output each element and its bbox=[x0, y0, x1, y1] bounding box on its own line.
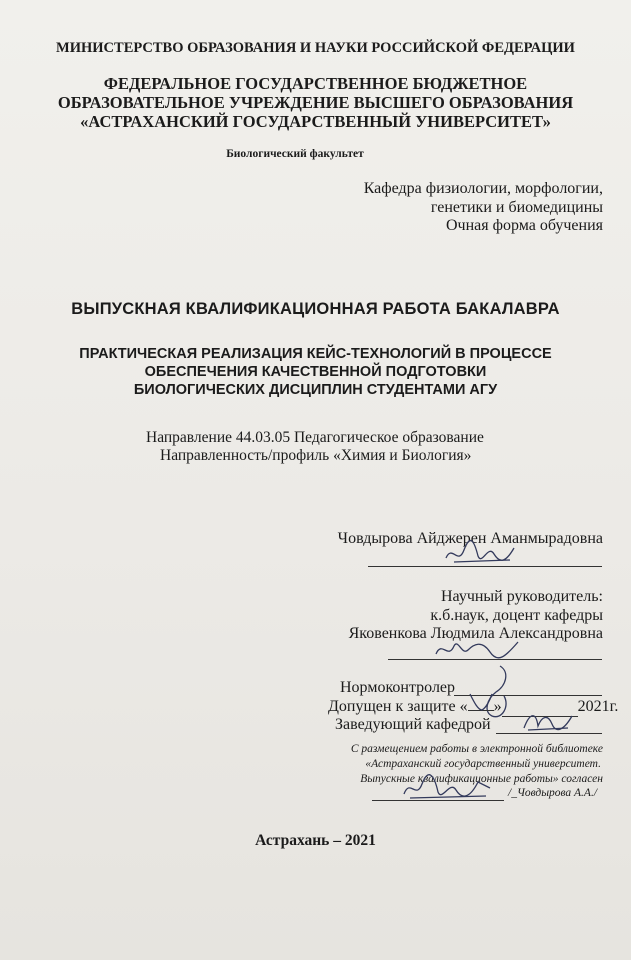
institution-line-3: «АСТРАХАНСКИЙ ГОСУДАРСТВЕННЫЙ УНИВЕРСИТЕТ» bbox=[80, 112, 551, 131]
library-note-line-1: С размещением работы в электронной библиотеке bbox=[350, 743, 603, 755]
topic-line-1: ПРАКТИЧЕСКАЯ РЕАЛИЗАЦИЯ КЕЙС-ТЕХНОЛОГИЙ В ПРОЦЕССЕ bbox=[79, 346, 552, 362]
student-name: Човдырова Айджерен Аманмырадовна bbox=[337, 530, 603, 547]
admission-mark bbox=[466, 692, 496, 714]
supervisor-signature bbox=[432, 634, 522, 664]
direction-code: Направление 44.03.05 Педагогическое образование bbox=[146, 429, 484, 446]
faculty-name: Биологический факультет bbox=[226, 148, 364, 160]
library-signature-name: /_Човдырова А.А./ bbox=[508, 787, 598, 799]
student-signature bbox=[440, 536, 520, 570]
admission-year: 2021г. bbox=[577, 698, 619, 715]
study-form: Очная форма обучения bbox=[445, 217, 603, 234]
library-signature bbox=[398, 770, 498, 806]
head-of-department-label: Заведующий кафедрой bbox=[335, 716, 491, 733]
library-note-line-3: Выпускные квалификационные работы» согласен bbox=[360, 773, 603, 785]
city-year: Астрахань – 2021 bbox=[255, 832, 376, 849]
direction-profile: Направленность/профиль «Химия и Биология» bbox=[160, 447, 472, 464]
admission-prefix: Допущен к защите « bbox=[328, 698, 468, 715]
supervisor-label: Научный руководитель: bbox=[440, 588, 603, 605]
department-line-1: Кафедра физиологии, морфологии, bbox=[363, 180, 603, 197]
department-line-2: генетики и биомедицины bbox=[430, 199, 603, 216]
admission-mid: » bbox=[493, 698, 502, 715]
normcontrol-label: Нормоконтролер bbox=[340, 679, 456, 696]
supervisor-name: Яковенкова Людмила Александровна bbox=[348, 625, 603, 642]
institution-line-1: ФЕДЕРАЛЬНОЕ ГОСУДАРСТВЕННОЕ БЮДЖЕТНОЕ bbox=[103, 74, 528, 93]
supervisor-position: к.б.наук, доцент кафедры bbox=[430, 607, 603, 624]
institution-line-2: ОБРАЗОВАТЕЛЬНОЕ УЧРЕЖДЕНИЕ ВЫСШЕГО ОБРАЗОВАНИЯ bbox=[57, 93, 574, 112]
ministry-heading: МИНИСТЕРСТВО ОБРАЗОВАНИЯ И НАУКИ РОССИЙСКОЙ ФЕДЕРАЦИИ bbox=[56, 40, 575, 56]
head-signature bbox=[520, 708, 576, 734]
work-type-title: ВЫПУСКНАЯ КВАЛИФИКАЦИОННАЯ РАБОТА БАКАЛАВРА bbox=[71, 300, 560, 318]
topic-line-3: БИОЛОГИЧЕСКИХ ДИСЦИПЛИН СТУДЕНТАМИ АГУ bbox=[133, 382, 498, 398]
library-note-line-2: «Астраханский государственный университет. bbox=[365, 758, 601, 770]
topic-line-2: ОБЕСПЕЧЕНИЯ КАЧЕСТВЕННОЙ ПОДГОТОВКИ bbox=[144, 364, 487, 380]
